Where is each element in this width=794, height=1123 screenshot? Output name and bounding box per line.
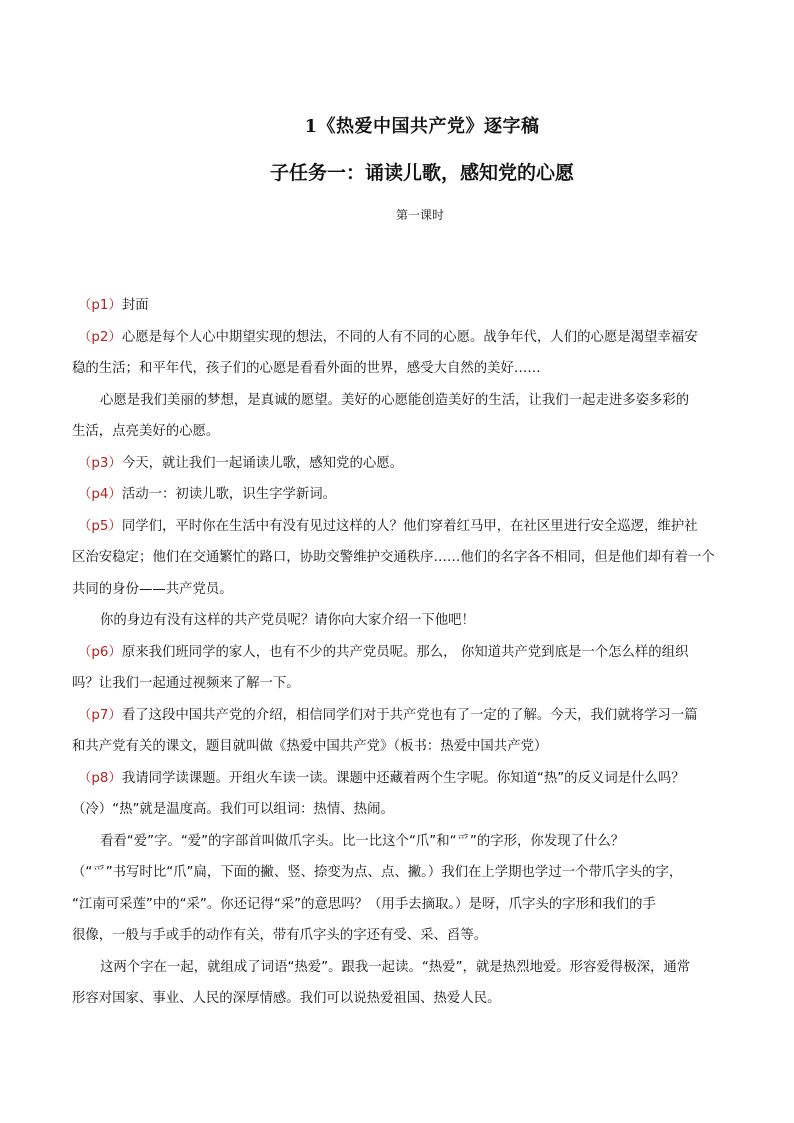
paragraph-line	[72, 731, 727, 763]
paragraph-text: 和共产党有关的课文，题目就叫做《热爱中国共产党》（板书：热爱中国共产党）	[72, 739, 548, 754]
paragraph-p5	[72, 511, 727, 543]
paragraph-p1	[72, 290, 727, 322]
paragraph-text: 心愿是我们美丽的梦想，是真诚的愿望。美好的心愿能创造美好的生活，让我们一起走进多姿多彩的	[100, 392, 690, 408]
paragraph-text: 同学们，平时你在生活中有没有见过这样的人？他们穿着红马甲，在社区里进行安全巡逻，维护社	[121, 518, 698, 534]
paragraph-line	[72, 920, 727, 952]
paragraph-text: “江南可采莲”中的“采”。你还记得“采”的意思吗？（用手去摘取。）是呀，爪字头的字形和我们的手	[72, 896, 656, 912]
paragraph-line	[72, 542, 727, 574]
document-subtitle: 子任务一：诵读儿歌，感知党的心愿	[269, 162, 574, 184]
paragraph-text: 今天，就让我们一起诵读儿歌，感知党的心愿。	[121, 455, 404, 471]
paragraph-line	[72, 952, 727, 984]
page-tag: （p8）	[78, 770, 122, 786]
paragraph-text: 这两个字在一起，就组成了词语“热爱”。跟我一起读。“热爱”，就是热烈地爱。形容爱得极深，通常	[100, 959, 691, 975]
paragraph-text: 稳的生活；和平年代，孩子们的心愿是看看外面的世界，感受大自然的美好……	[72, 361, 541, 376]
paragraph-p3	[72, 448, 727, 480]
paragraph-p2	[72, 322, 727, 354]
page-tag: （p2）	[78, 329, 122, 345]
paragraph-text: 生活，点亮美好的心愿。	[72, 424, 220, 439]
paragraph-text: 我请同学读课题。开组火车读一读。课题中还藏着两个生字呢。你知道“热”的反义词是什么吗？	[121, 770, 685, 786]
paragraph-p8	[72, 763, 727, 795]
paragraph-text: 形容对国家、事业、人民的深厚情感。我们可以说热爱祖国、热爱人民。	[72, 991, 501, 1006]
paragraph-line	[72, 416, 727, 448]
page-tag: （p1）	[78, 298, 122, 313]
paragraph-text: 原来我们班同学的家人，也有不少的共产党员呢。那么， 你知道共产党到底是一个怎么样的组织	[121, 644, 689, 660]
page-tag: （p7）	[78, 707, 122, 723]
lesson-label: 第一课时	[395, 208, 444, 222]
paragraph-text: （“爫”书写时比“爪”扁，下面的撇、竖、捺变为点、点、撇。）我们在上学期也学过一个带爪字头的字，	[72, 865, 683, 880]
paragraph-text: 共同的身份——共产党员。	[72, 581, 233, 597]
paragraph-p7	[72, 700, 727, 732]
paragraph-p4	[72, 479, 727, 511]
paragraph-text: 看了这段中国共产党的介绍，相信同学们对于共产党也有了一定的了解。今天，我们就将学习一篇	[121, 707, 698, 723]
paragraph-text: 心愿是每个人心中期望实现的想法，不同的人有不同的心愿。战争年代，人们的心愿是渴望幸福安	[121, 329, 698, 345]
paragraph-text: 你的身边有没有这样的共产党员呢？请你向大家介绍一下他吧！	[100, 613, 475, 628]
page-tag: （p5）	[78, 518, 122, 534]
page-tag: （p4）	[78, 487, 122, 502]
paragraph-text: 看看“爱”字。“爱”的字部首叫做爪字头。比一比这个“爪”和“爫”的字形，你发现了什么？	[100, 833, 625, 849]
paragraph-text: （冷）“热”就是温度高。我们可以组词：热情、热闹。	[72, 802, 394, 817]
paragraph-p6	[72, 637, 727, 669]
paragraph-line	[72, 826, 727, 858]
paragraph-line	[72, 983, 727, 1015]
paragraph-text: 很像，一般与手或手的动作有关，带有爪字头的字还有受、采、舀等。	[72, 928, 488, 943]
paragraph-line	[72, 889, 727, 921]
paragraph-text: 封面	[121, 298, 149, 313]
paragraph-text: 活动一：初读儿歌，识生字学新词。	[121, 487, 337, 502]
paragraph-line	[72, 353, 727, 385]
paragraph-text: 吗？让我们一起通过视频来了解一下。	[72, 676, 300, 691]
page-tag: （p6）	[78, 644, 122, 660]
paragraph-line	[72, 794, 727, 826]
paragraph-line	[72, 605, 727, 637]
page-tag: （p3）	[78, 455, 122, 471]
paragraph-line	[72, 857, 727, 889]
document-title: 1《热爱中国共产党》逐字稿	[304, 116, 540, 137]
paragraph-text: 区治安稳定；他们在交通繁忙的路口，协助交警维护交通秩序……他们的名字各不相同，但是他们却有着一个	[72, 550, 715, 565]
paragraph-line	[72, 668, 727, 700]
paragraph-line	[72, 574, 727, 606]
paragraph-line	[72, 385, 727, 417]
document-body	[72, 290, 727, 1015]
